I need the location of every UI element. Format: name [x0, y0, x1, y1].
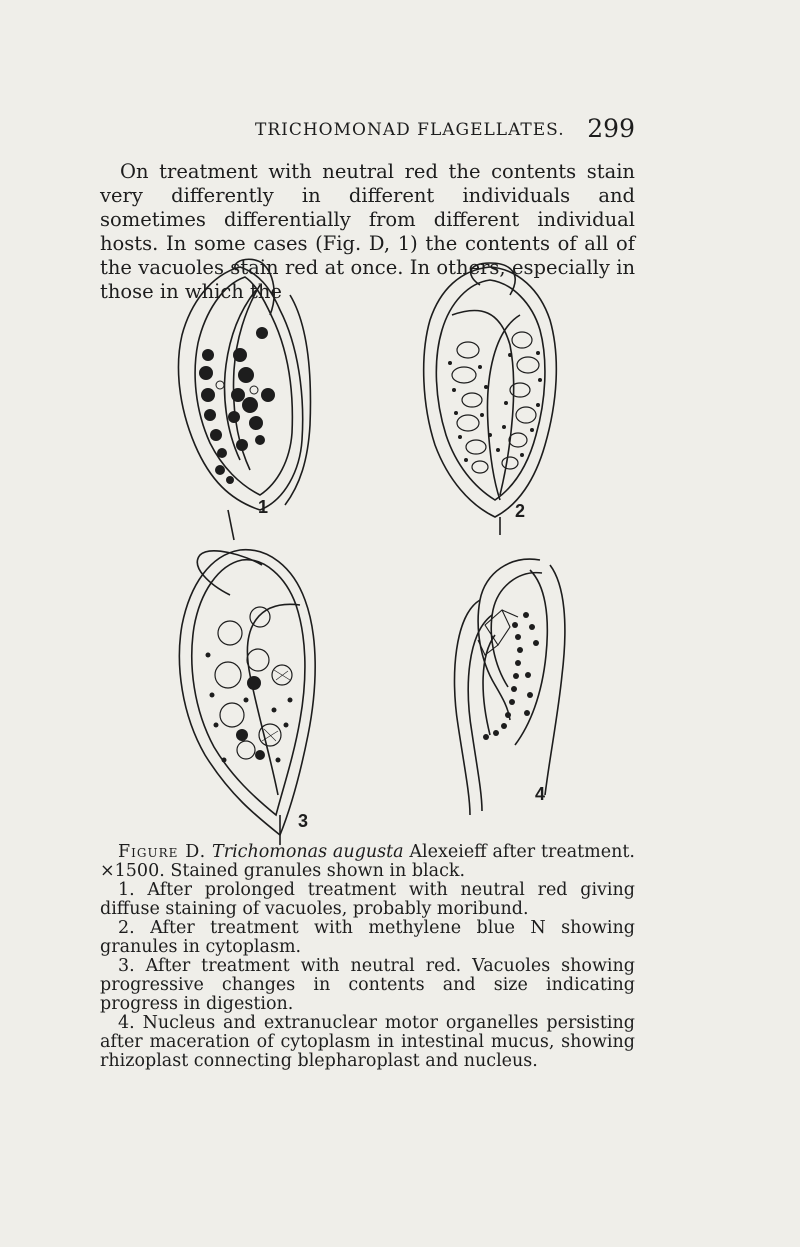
page-number: 299	[587, 114, 635, 143]
panel-3-drawing	[179, 550, 315, 845]
panel-1-label: 1	[258, 497, 269, 517]
figure-d-illustration	[150, 255, 590, 845]
caption-item-3: 3. After treatment with neutral red. Vacuoles showing progressive changes in contents and size indicating progress in digestion.	[100, 956, 635, 1014]
panel-1-drawing	[178, 259, 310, 540]
caption-figure-name: Figure D.	[118, 842, 207, 862]
caption-title-rest: Alexeieff after treatment. ×1500. Stained granules shown in black.	[100, 842, 635, 881]
page-header	[120, 114, 635, 144]
panel-2-label: 2	[515, 501, 526, 521]
caption-title	[100, 843, 635, 881]
figure-caption	[100, 843, 635, 1071]
panel-4-label: 4	[535, 784, 546, 804]
panel-4-drawing	[454, 559, 564, 815]
caption-item-1: 1. After prolonged treatment with neutral red giving diffuse staining of vacuoles, probably moribund.	[100, 880, 635, 919]
caption-item-2: 2. After treatment with methylene blue N showing granules in cytoplasm.	[100, 918, 635, 957]
body-paragraph-text: On treatment with neutral red the contents stain very differently in different individuals and sometimes differentially from different individual hosts. In some cases (Fig. D, 1) the contents of all of the vacuoles stain red at once. In others, especially in those in which the	[100, 160, 635, 303]
running-head: TRICHOMONAD FLAGELLATES.	[255, 120, 565, 140]
caption-item-4: 4. Nucleus and extranuclear motor organelles persisting after maceration of cytoplasm in intestinal mucus, showing rhizoplast connecting blepharoplast and nucleus.	[100, 1013, 635, 1071]
caption-species: Trichomonas augusta	[212, 842, 404, 862]
panel-3-label: 3	[298, 811, 309, 831]
panel-2-drawing	[424, 263, 557, 535]
